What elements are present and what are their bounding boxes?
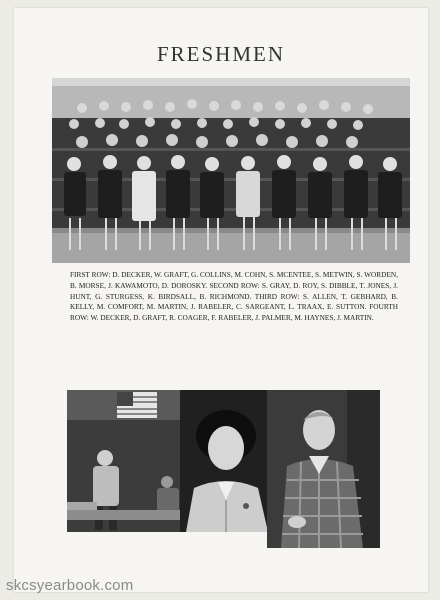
candid-photo-boy-plaid-shirt: [267, 390, 380, 548]
candid-photo-c-image: [267, 390, 380, 548]
site-watermark: skcsyearbook.com: [6, 577, 134, 594]
candid-photo-boy-with-flag: [67, 390, 190, 532]
page-title: FRESHMEN: [156, 42, 286, 66]
candid-photo-a-image: [67, 390, 190, 532]
candid-photo-girl-portrait: [180, 390, 273, 532]
photo-caption: FIRST ROW: D. DECKER, W. GRAFT, G. COLLINS, M. COHN, S. MCENTEE, S. METWIN, S. WORDEN, B. MORSE, J. KAWAMOTO, D. DOROSKY. SECOND ROW: S. GRAY, D. ROY, S. DIBBLE, T. JONES, J. HUNT, G. STURGESS, K. BIRDSALL, B. RICHMOND. THIRD ROW: S. ALLEN, T. GEBHARD, B. KELLY, M. COMFORT, M. MARTIN, J. RABELER, C. SARGEANT, L. TRAAX, E. SUTTON. FOURTH ROW: W. DECKER, D. GRAFT, R. COAGER, F. RABELER, J. PALMER, M. HAYNES, J. MARTIN.: [70, 270, 398, 323]
group-photo-image: [52, 78, 410, 263]
candid-photo-b-image: [180, 390, 273, 532]
yearbook-page: [14, 8, 428, 592]
class-group-photo: [52, 78, 410, 263]
